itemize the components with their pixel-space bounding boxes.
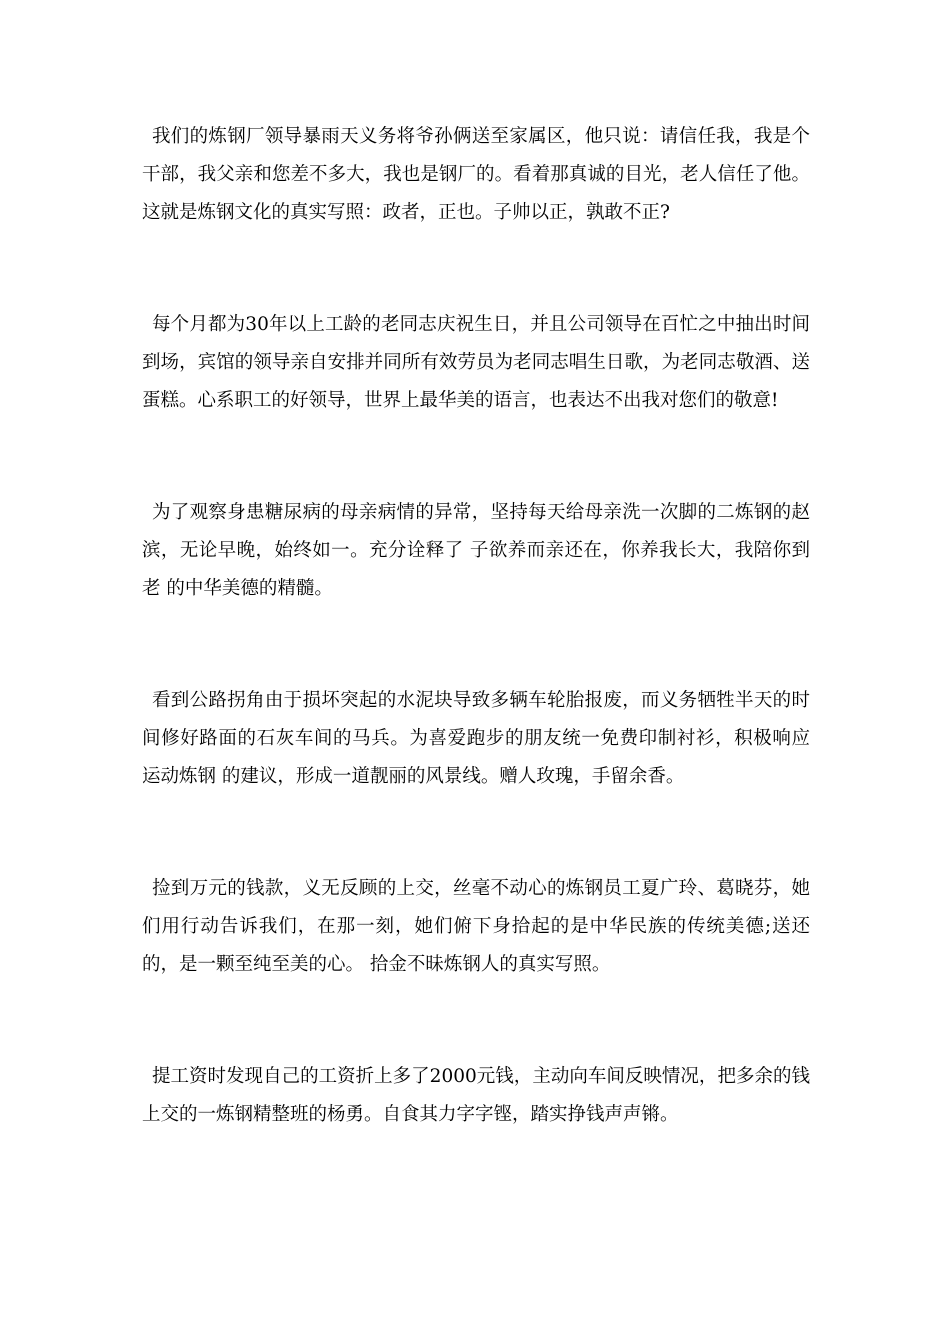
- paragraph-1: 我们的炼钢厂领导暴雨天义务将爷孙俩送至家属区，他只说：请信任我，我是个干部，我父亲和您差不多大，我也是钢厂的。看着那真诚的目光，老人信任了他。这就是炼钢文化的真实写照：政者，正也。子帅以正，孰敢不正?: [142, 126, 810, 223]
- document-body: [142, 118, 810, 1134]
- paragraph-2: 每个月都为30年以上工龄的老同志庆祝生日，并且公司领导在百忙之中抽出时间到场，宾馆的领导亲自安排并同所有效劳员为老同志唱生日歌，为老同志敬酒、送蛋糕。心系职工的好领导，世界上最华美的语言，也表达不出我对您们的敬意!: [142, 314, 810, 411]
- paragraph-5: 捡到万元的钱款，义无反顾的上交，丝毫不动心的炼钢员工夏广玲、葛晓芬，她们用行动告诉我们，在那一刻，她们俯下身拾起的是中华民族的传统美德;送还的，是一颗至纯至美的心。 拾金不昧炼钢人的真实写照。: [142, 878, 810, 975]
- paragraph-4: 看到公路拐角由于损坏突起的水泥块导致多辆车轮胎报废，而义务牺牲半天的时间修好路面的石灰车间的马兵。为喜爱跑步的朋友统一免费印制衬衫，积极响应 运动炼钢 的建议，形成一道靓丽的风景线。赠人玫瑰，手留余香。: [142, 690, 810, 787]
- paragraph-3: 为了观察身患糖尿病的母亲病情的异常，坚持每天给母亲洗一次脚的二炼钢的赵滨，无论早晚，始终如一。充分诠释了 子欲养而亲还在，你养我长大，我陪你到老 的中华美德的精髓。: [142, 502, 810, 599]
- paragraph-6: 提工资时发现自己的工资折上多了2000元钱，主动向车间反映情况，把多余的钱上交的一炼钢精整班的杨勇。自食其力字字铿，踏实挣钱声声锵。: [142, 1066, 810, 1125]
